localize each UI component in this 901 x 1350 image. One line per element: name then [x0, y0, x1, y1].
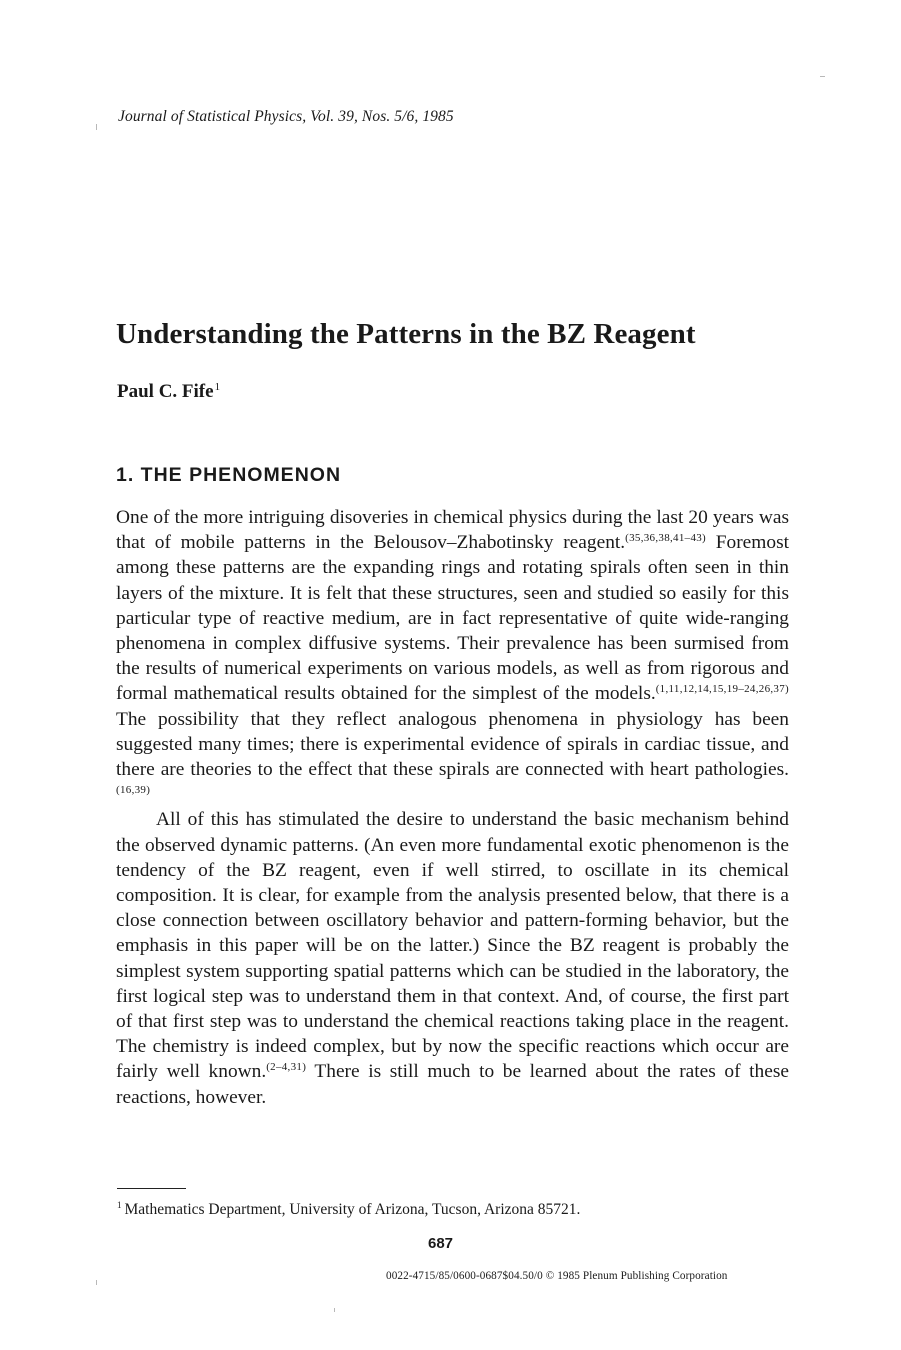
paragraph-1-text-c: The possibility that they reflect analogous phenomena in physiology has been suggested many times; there is experimental evidence of spirals in cardiac tissue, and there are theories to the effect that these spirals are connected with heart pathologies.	[116, 708, 789, 781]
author-line	[117, 381, 220, 403]
paragraph-2-text-a: All of this has stimulated the desire to understand the basic mechanism behind the observed dynamic patterns. (An even more fundamental exotic phenomenon is the tendency of the BZ reagent, even if well stirred, to oscillate in its chemical composition. It is clear, for example from the analysis presented below, that there is a close connection between oscillatory behavior and pattern-forming behavior, but the emphasis in this paper will be on the latter.) Since the BZ reagent is probably the simplest system supporting spatial patterns which can be studied in the laboratory, the first logical step was to understand them in that context. And, of course, the first part of that first step was to understand the chemical reactions taking place in the reagent. The chemistry is indeed complex, but by now the specific reactions which occur are fairly well known.	[116, 809, 789, 1083]
citation-ref: (16,39)	[116, 784, 151, 797]
footnote-text: Mathematics Department, University of Arizona, Tucson, Arizona 85721.	[124, 1201, 581, 1218]
paragraph-2	[116, 807, 789, 1109]
scan-speck	[334, 1308, 335, 1312]
author-footnote-mark: 1	[214, 381, 221, 393]
paragraph-2-text-b: There is still much to be learned about the rates of these reactions, however.	[116, 1061, 789, 1108]
article-body	[116, 505, 789, 1110]
paragraph-1-text-a: One of the more intriguing disoveries in chemical physics during the last 20 years was that of mobile patterns in the Belousov–Zhabotinsky reagent.	[116, 507, 789, 554]
journal-citation: Journal of Statistical Physics, Vol. 39, Nos. 5/6, 1985	[118, 108, 454, 125]
citation-ref: (2–4,31)	[266, 1061, 307, 1074]
footnote	[117, 1200, 580, 1219]
page-number: 687	[428, 1235, 454, 1252]
citation-ref: (35,36,38,41–43)	[625, 532, 707, 545]
scan-speck	[96, 1280, 97, 1285]
scan-speck	[820, 76, 825, 77]
copyright-line: 0022-4715/85/0600-0687$04.50/0 © 1985 Plenum Publishing Corporation	[386, 1270, 728, 1282]
author-name: Paul C. Fife	[117, 381, 214, 402]
footnote-divider	[117, 1188, 186, 1189]
scan-speck	[96, 124, 97, 130]
footnote-mark: 1	[117, 1200, 122, 1210]
citation-ref: (1,11,12,14,15,19–24,26,37)	[655, 683, 789, 696]
section-heading: 1. THE PHENOMENON	[116, 464, 342, 486]
article-title: Understanding the Patterns in the BZ Reagent	[116, 318, 696, 350]
paragraph-1	[116, 505, 789, 807]
paragraph-1-text-b: Foremost among these patterns are the expanding rings and rotating spirals often seen in thin layers of the mixture. It is felt that these structures, seen and studied so easily for this particular type of reactive medium, are in fact representative of quite wide-ranging phenomena in complex diffusive systems. Their prevalence has been surmised from the results of numerical experiments on various models, as well as from rigorous and formal mathematical results obtained for the simplest of the models.	[116, 532, 789, 705]
